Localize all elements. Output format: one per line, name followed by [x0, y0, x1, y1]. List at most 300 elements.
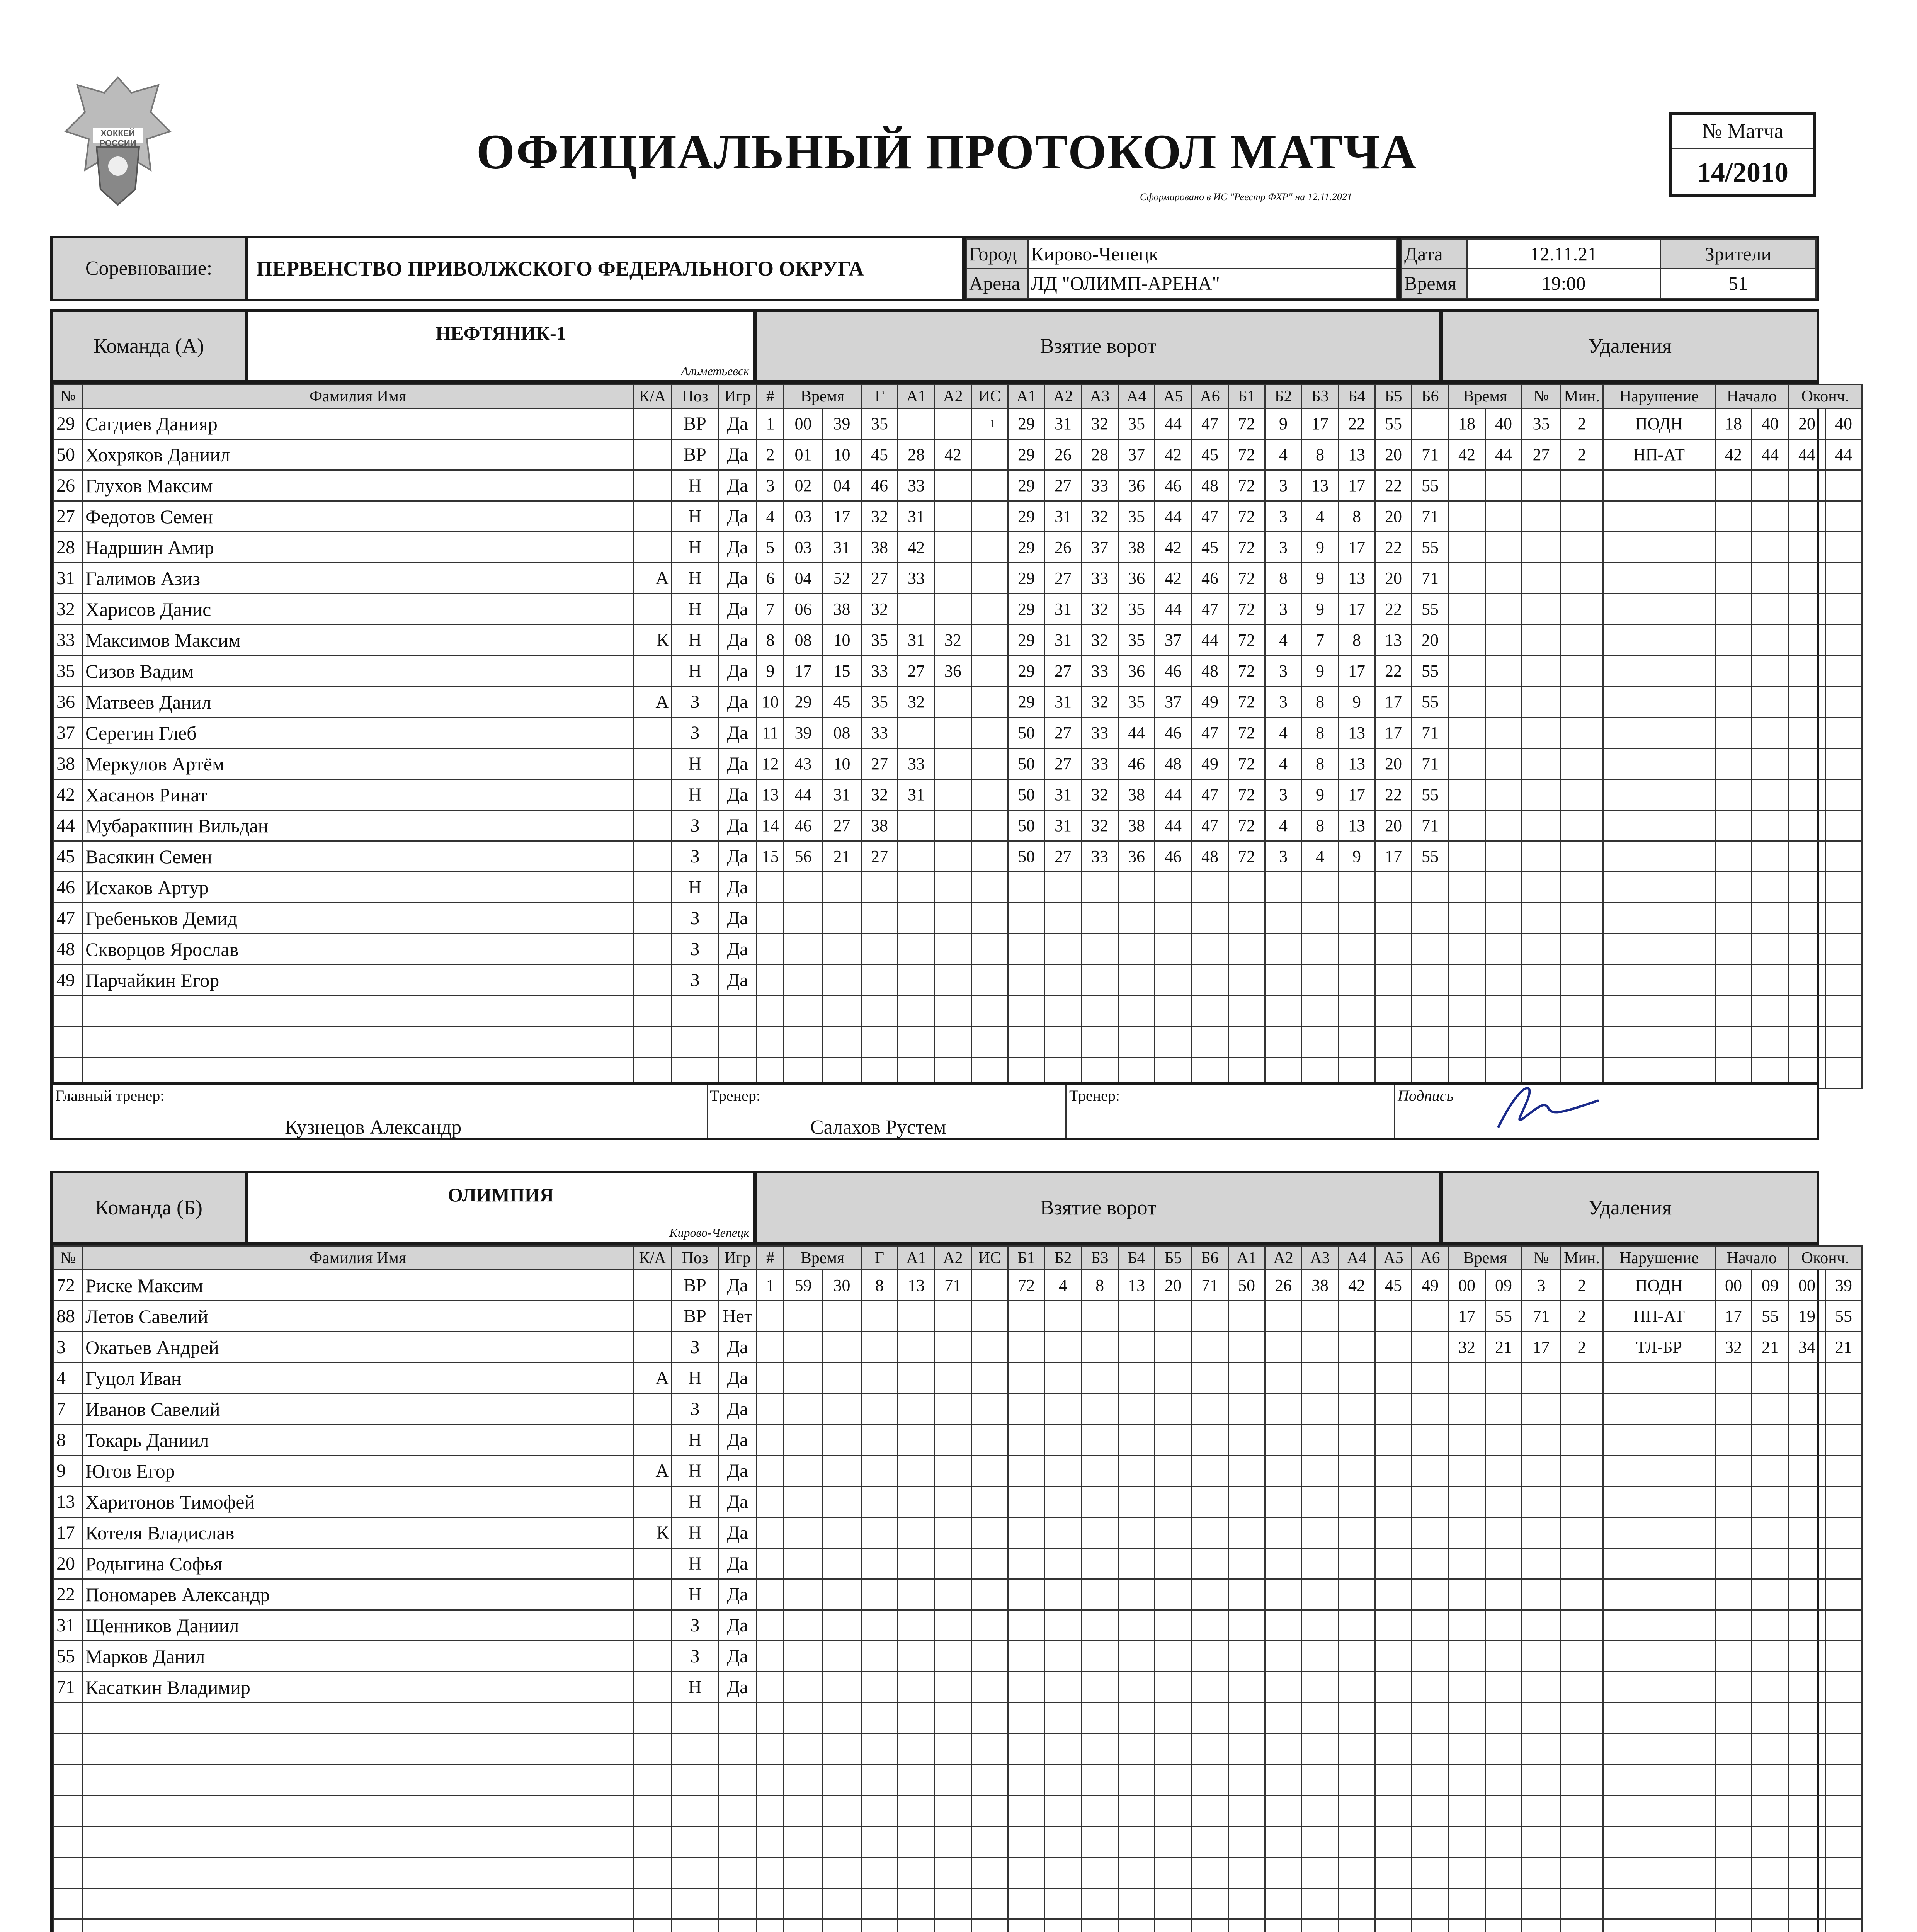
team_a-penalties-title-box: [1441, 309, 1819, 383]
goal-cell-9: [1082, 1548, 1118, 1579]
goal-cell-9: [1082, 1579, 1118, 1610]
team_a-players-col-name: Фамилия Имя: [83, 384, 633, 408]
player-pos: З: [672, 1610, 718, 1641]
team_b-row: [54, 1610, 1862, 1641]
goal-cell-17: 20: [1375, 748, 1412, 779]
goal-cell-15: [1302, 1610, 1339, 1641]
penalty-e2: 40: [1825, 408, 1862, 439]
goal-cell-8: [1045, 1703, 1082, 1734]
penalty-dur: [1561, 996, 1603, 1027]
goal-cell-5: [935, 1734, 971, 1765]
penalty-no: [1522, 1888, 1561, 1919]
penalty-min: 00: [1449, 1270, 1485, 1301]
goal-cell-4: [898, 718, 935, 748]
goal-cell-0: [757, 1703, 784, 1734]
goal-cell-15: 7: [1302, 625, 1339, 656]
time-value: 19:00: [1467, 269, 1660, 298]
goal-cell-15: [1302, 1827, 1339, 1857]
goal-cell-12: [1192, 1363, 1228, 1394]
goal-cell-5: [935, 718, 971, 748]
goal-cell-9: 32: [1082, 779, 1118, 810]
goal-cell-10: 35: [1118, 408, 1155, 439]
penalty-dur: [1561, 1517, 1603, 1548]
goal-cell-16: 17: [1339, 594, 1375, 625]
goal-cell-13: 72: [1228, 656, 1265, 687]
goal-cell-6: [971, 1456, 1008, 1486]
penalty-type: [1603, 1517, 1715, 1548]
penalty-e2: [1825, 1058, 1862, 1088]
penalty-no: [1522, 1548, 1561, 1579]
goal-cell-11: 42: [1155, 563, 1192, 594]
player-ka: [633, 1734, 672, 1765]
goal-cell-3: 35: [861, 687, 898, 718]
team_a-name: НЕФТЯНИК-1: [435, 322, 566, 344]
goal-cell-3: 35: [861, 408, 898, 439]
penalty-dur: [1561, 1919, 1603, 1932]
penalty-min: 18: [1449, 408, 1485, 439]
goal-cell-12: 47: [1192, 718, 1228, 748]
penalty-min: [1449, 625, 1485, 656]
goal-cell-12: 44: [1192, 625, 1228, 656]
goal-cell-15: 9: [1302, 532, 1339, 563]
goal-cell-15: 9: [1302, 563, 1339, 594]
goal-cell-11: [1155, 1672, 1192, 1703]
goal-cell-12: 47: [1192, 810, 1228, 841]
player-ka: [633, 439, 672, 470]
player-pos: [672, 1796, 718, 1827]
goal-cell-4: [898, 965, 935, 996]
penalty-type: [1603, 470, 1715, 501]
team_b-row: [54, 1363, 1862, 1394]
goal-cell-5: [935, 996, 971, 1027]
goal-cell-9: 33: [1082, 718, 1118, 748]
penalty-s2: 44: [1752, 439, 1789, 470]
goal-cell-3: 45: [861, 439, 898, 470]
goal-cell-3: 32: [861, 501, 898, 532]
player-ka: [633, 1548, 672, 1579]
goal-cell-1: 03: [784, 532, 823, 563]
penalty-e1: 20: [1789, 408, 1825, 439]
goal-cell-8: 31: [1045, 810, 1082, 841]
goal-cell-0: [757, 1486, 784, 1517]
goal-cell-9: [1082, 903, 1118, 934]
goal-cell-18: [1412, 1765, 1449, 1796]
goal-cell-5: [935, 1363, 971, 1394]
penalty-type: [1603, 1579, 1715, 1610]
penalty-e1: [1789, 563, 1825, 594]
goal-cell-13: 72: [1228, 687, 1265, 718]
goal-cell-6: [971, 1857, 1008, 1888]
penalty-s1: [1715, 996, 1752, 1027]
player-ka: [633, 656, 672, 687]
goal-cell-10: [1118, 1363, 1155, 1394]
penalty-sec: [1485, 1888, 1522, 1919]
penalty-dur: [1561, 501, 1603, 532]
penalty-e2: [1825, 1919, 1862, 1932]
goal-cell-12: [1192, 1610, 1228, 1641]
goal-cell-3: [861, 1796, 898, 1827]
goal-cell-10: 37: [1118, 439, 1155, 470]
goal-cell-14: [1265, 872, 1302, 903]
penalty-e1: [1789, 1027, 1825, 1058]
team_a-coach-label: Тренер:: [710, 1087, 760, 1104]
penalty-e1: [1789, 1857, 1825, 1888]
goal-cell-12: [1192, 996, 1228, 1027]
team_b-goal-col-10: Б5: [1155, 1246, 1192, 1270]
goal-cell-6: [971, 1548, 1008, 1579]
goal-cell-6: [971, 1486, 1008, 1517]
player-no: 22: [54, 1579, 83, 1610]
goal-cell-0: [757, 1548, 784, 1579]
goal-cell-11: [1155, 1888, 1192, 1919]
goal-cell-3: 27: [861, 841, 898, 872]
goal-cell-11: 42: [1155, 532, 1192, 563]
player-no: [54, 1827, 83, 1857]
goal-cell-2: [823, 1579, 861, 1610]
goal-cell-1: [784, 1548, 823, 1579]
player-played: Да: [718, 718, 757, 748]
goal-cell-8: 27: [1045, 563, 1082, 594]
goal-cell-4: 13: [898, 1270, 935, 1301]
goal-cell-4: [898, 1363, 935, 1394]
goal-cell-8: 27: [1045, 656, 1082, 687]
penalty-s1: [1715, 470, 1752, 501]
goal-cell-2: [823, 1425, 861, 1456]
player-ka: [633, 965, 672, 996]
goal-cell-14: [1265, 1796, 1302, 1827]
goal-cell-1: [784, 1301, 823, 1332]
goal-cell-5: [935, 501, 971, 532]
player-played: Да: [718, 594, 757, 625]
goal-cell-11: [1155, 1765, 1192, 1796]
goal-cell-8: 27: [1045, 470, 1082, 501]
goal-cell-8: 31: [1045, 625, 1082, 656]
goal-cell-17: 55: [1375, 408, 1412, 439]
goal-cell-6: [971, 965, 1008, 996]
goal-cell-9: [1082, 965, 1118, 996]
penalty-min: [1449, 656, 1485, 687]
goal-cell-8: [1045, 1027, 1082, 1058]
goal-cell-3: 46: [861, 470, 898, 501]
player-played: Да: [718, 656, 757, 687]
penalty-s1: [1715, 872, 1752, 903]
goal-cell-1: [784, 934, 823, 965]
penalty-sec: [1485, 594, 1522, 625]
penalty-dur: [1561, 470, 1603, 501]
goal-cell-8: [1045, 1548, 1082, 1579]
goal-cell-15: [1302, 996, 1339, 1027]
goal-cell-3: [861, 1641, 898, 1672]
team_b-pen-col-no: №: [1522, 1246, 1561, 1270]
penalty-min: [1449, 532, 1485, 563]
penalty-sec: [1485, 1734, 1522, 1765]
penalty-sec: [1485, 1579, 1522, 1610]
goal-cell-8: [1045, 1672, 1082, 1703]
penalty-e2: [1825, 779, 1862, 810]
penalty-no: [1522, 1734, 1561, 1765]
team_a-row: [54, 687, 1862, 718]
penalty-e2: [1825, 1796, 1862, 1827]
goal-cell-11: 37: [1155, 687, 1192, 718]
player-name: Риске Максим: [83, 1270, 633, 1301]
goal-cell-17: [1375, 1641, 1412, 1672]
goal-cell-17: [1375, 996, 1412, 1027]
player-pos: Н: [672, 625, 718, 656]
goal-cell-15: [1302, 1363, 1339, 1394]
team_a-name-box: [246, 309, 756, 383]
goal-cell-6: +1: [971, 408, 1008, 439]
goal-cell-13: [1228, 1579, 1265, 1610]
penalty-s2: [1752, 1027, 1789, 1058]
goal-cell-16: 17: [1339, 779, 1375, 810]
goal-cell-16: [1339, 1027, 1375, 1058]
penalty-type: [1603, 1796, 1715, 1827]
goal-cell-16: [1339, 1857, 1375, 1888]
player-no: [54, 1919, 83, 1932]
team_b-goal-col-8: Б3: [1082, 1246, 1118, 1270]
goal-cell-10: [1118, 1765, 1155, 1796]
goal-cell-1: [784, 1827, 823, 1857]
penalty-e1: [1789, 625, 1825, 656]
penalty-s1: [1715, 625, 1752, 656]
player-ka: [633, 1796, 672, 1827]
goal-cell-4: [898, 1765, 935, 1796]
penalty-s2: [1752, 872, 1789, 903]
goal-cell-8: 31: [1045, 687, 1082, 718]
goal-cell-10: 38: [1118, 532, 1155, 563]
goal-cell-4: [898, 1517, 935, 1548]
goal-cell-5: [935, 1394, 971, 1425]
player-no: [54, 1796, 83, 1827]
penalty-min: [1449, 1827, 1485, 1857]
penalty-e2: [1825, 1363, 1862, 1394]
player-no: 50: [54, 439, 83, 470]
penalty-dur: [1561, 872, 1603, 903]
player-played: Да: [718, 872, 757, 903]
penalty-dur: [1561, 810, 1603, 841]
goal-cell-12: 48: [1192, 841, 1228, 872]
team_b-goals-title-box: [754, 1171, 1442, 1244]
goal-cell-8: [1045, 1888, 1082, 1919]
penalty-dur: [1561, 934, 1603, 965]
goal-cell-4: [898, 996, 935, 1027]
goal-cell-9: [1082, 1301, 1118, 1332]
goal-cell-16: 22: [1339, 408, 1375, 439]
goal-cell-4: 33: [898, 563, 935, 594]
goal-cell-14: [1265, 1363, 1302, 1394]
goal-cell-6: [971, 1672, 1008, 1703]
goal-cell-7: [1008, 1919, 1045, 1932]
goal-cell-10: 46: [1118, 748, 1155, 779]
player-played: [718, 1765, 757, 1796]
goal-cell-16: [1339, 1641, 1375, 1672]
penalty-type: НП-АТ: [1603, 439, 1715, 470]
goal-cell-1: 06: [784, 594, 823, 625]
goal-cell-5: [935, 779, 971, 810]
penalty-type: [1603, 1857, 1715, 1888]
penalty-e2: [1825, 1610, 1862, 1641]
penalty-min: [1449, 563, 1485, 594]
player-pos: Н: [672, 501, 718, 532]
goal-cell-13: [1228, 1456, 1265, 1486]
penalty-no: [1522, 1456, 1561, 1486]
competition-name: ПЕРВЕНСТВО ПРИВОЛЖСКОГО ФЕДЕРАЛЬНОГО ОКРУГА: [256, 257, 864, 280]
penalty-sec: [1485, 1610, 1522, 1641]
match-number-box: [1669, 112, 1816, 197]
goal-cell-16: [1339, 1827, 1375, 1857]
goal-cell-17: [1375, 1027, 1412, 1058]
player-no: 29: [54, 408, 83, 439]
penalty-dur: [1561, 1394, 1603, 1425]
player-pos: З: [672, 1332, 718, 1363]
goal-cell-14: [1265, 1332, 1302, 1363]
penalty-type: [1603, 1363, 1715, 1394]
goal-cell-15: [1302, 1796, 1339, 1827]
player-name: Токарь Даниил: [83, 1425, 633, 1456]
team_a-goal-col-5: ИС: [971, 384, 1008, 408]
player-name: [83, 1857, 633, 1888]
penalty-dur: [1561, 1672, 1603, 1703]
goal-cell-15: 9: [1302, 656, 1339, 687]
penalty-no: [1522, 1641, 1561, 1672]
goal-cell-16: [1339, 903, 1375, 934]
player-pos: [672, 1734, 718, 1765]
goal-cell-18: [1412, 1425, 1449, 1456]
goal-cell-15: 17: [1302, 408, 1339, 439]
penalty-sec: [1485, 501, 1522, 532]
goal-cell-6: [971, 1734, 1008, 1765]
goal-cell-14: 4: [1265, 439, 1302, 470]
penalty-e1: [1789, 1456, 1825, 1486]
goal-cell-2: [823, 1857, 861, 1888]
player-no: 36: [54, 687, 83, 718]
player-name: Меркулов Артём: [83, 748, 633, 779]
goal-cell-4: 33: [898, 748, 935, 779]
player-ka: [633, 1888, 672, 1919]
penalty-min: [1449, 1456, 1485, 1486]
goal-cell-13: [1228, 1641, 1265, 1672]
goal-cell-15: 4: [1302, 841, 1339, 872]
penalty-sec: [1485, 810, 1522, 841]
penalty-s1: [1715, 1734, 1752, 1765]
goal-cell-17: [1375, 1919, 1412, 1932]
goal-cell-11: [1155, 1301, 1192, 1332]
goal-cell-14: [1265, 1734, 1302, 1765]
penalty-type: [1603, 1486, 1715, 1517]
penalty-dur: [1561, 1857, 1603, 1888]
goal-cell-12: 48: [1192, 656, 1228, 687]
player-pos: Н: [672, 656, 718, 687]
goal-cell-9: [1082, 1672, 1118, 1703]
team_b-goal-col-3: А1: [898, 1246, 935, 1270]
team_a-players-col-played: Игр: [718, 384, 757, 408]
penalty-type: [1603, 903, 1715, 934]
goal-cell-7: [1008, 872, 1045, 903]
penalty-no: [1522, 1703, 1561, 1734]
goal-cell-7: [1008, 1888, 1045, 1919]
goal-cell-12: [1192, 934, 1228, 965]
goal-cell-4: [898, 1641, 935, 1672]
goal-cell-3: [861, 1703, 898, 1734]
goal-cell-6: [971, 1765, 1008, 1796]
goal-cell-17: [1375, 1796, 1412, 1827]
goal-cell-6: [971, 903, 1008, 934]
goal-cell-14: [1265, 1672, 1302, 1703]
goal-cell-16: [1339, 996, 1375, 1027]
goal-cell-17: 22: [1375, 779, 1412, 810]
goal-cell-4: [898, 1796, 935, 1827]
goal-cell-17: [1375, 1456, 1412, 1486]
goal-cell-12: 47: [1192, 501, 1228, 532]
team_b-grid: [50, 1243, 1852, 1932]
penalty-s2: [1752, 810, 1789, 841]
goal-cell-11: [1155, 903, 1192, 934]
goal-cell-3: [861, 1027, 898, 1058]
team_a-players-col-pos: Поз: [672, 384, 718, 408]
goal-cell-10: 35: [1118, 501, 1155, 532]
team_a-goal-col-2: Г: [861, 384, 898, 408]
goal-cell-14: [1265, 903, 1302, 934]
goal-cell-13: [1228, 1301, 1265, 1332]
goal-cell-13: 72: [1228, 439, 1265, 470]
goal-cell-16: [1339, 1579, 1375, 1610]
penalty-min: [1449, 965, 1485, 996]
goal-cell-8: [1045, 1456, 1082, 1486]
goal-cell-9: [1082, 1332, 1118, 1363]
goal-cell-3: [861, 1486, 898, 1517]
penalty-no: [1522, 779, 1561, 810]
team_a-goal-col-9: А4: [1118, 384, 1155, 408]
goal-cell-15: [1302, 1641, 1339, 1672]
penalty-e2: [1825, 687, 1862, 718]
penalty-e1: [1789, 1734, 1825, 1765]
penalty-type: [1603, 841, 1715, 872]
goal-cell-14: 3: [1265, 779, 1302, 810]
penalty-s1: [1715, 841, 1752, 872]
goal-cell-12: [1192, 1888, 1228, 1919]
team_b-row: [54, 1641, 1862, 1672]
goal-cell-12: [1192, 965, 1228, 996]
penalty-dur: [1561, 1548, 1603, 1579]
player-pos: З: [672, 965, 718, 996]
player-name: Летов Савелий: [83, 1301, 633, 1332]
penalty-type: ПОДН: [1603, 408, 1715, 439]
player-no: 28: [54, 532, 83, 563]
team_b-row: [54, 1919, 1862, 1932]
penalty-no: [1522, 563, 1561, 594]
goal-cell-14: [1265, 1641, 1302, 1672]
goal-cell-15: [1302, 934, 1339, 965]
goal-cell-9: [1082, 1703, 1118, 1734]
goal-cell-1: 00: [784, 408, 823, 439]
player-played: [718, 1734, 757, 1765]
goal-cell-0: 11: [757, 718, 784, 748]
player-pos: ВР: [672, 408, 718, 439]
goal-cell-8: [1045, 1610, 1082, 1641]
player-ka: А: [633, 687, 672, 718]
penalty-s1: [1715, 1610, 1752, 1641]
penalty-e1: 34: [1789, 1332, 1825, 1363]
player-played: Да: [718, 470, 757, 501]
penalty-e2: [1825, 1517, 1862, 1548]
penalty-type: [1603, 594, 1715, 625]
penalty-sec: [1485, 1486, 1522, 1517]
team_b-row: [54, 1796, 1862, 1827]
goal-cell-11: [1155, 1394, 1192, 1425]
penalty-e2: 39: [1825, 1270, 1862, 1301]
team_a-row: [54, 656, 1862, 687]
penalty-s2: [1752, 965, 1789, 996]
